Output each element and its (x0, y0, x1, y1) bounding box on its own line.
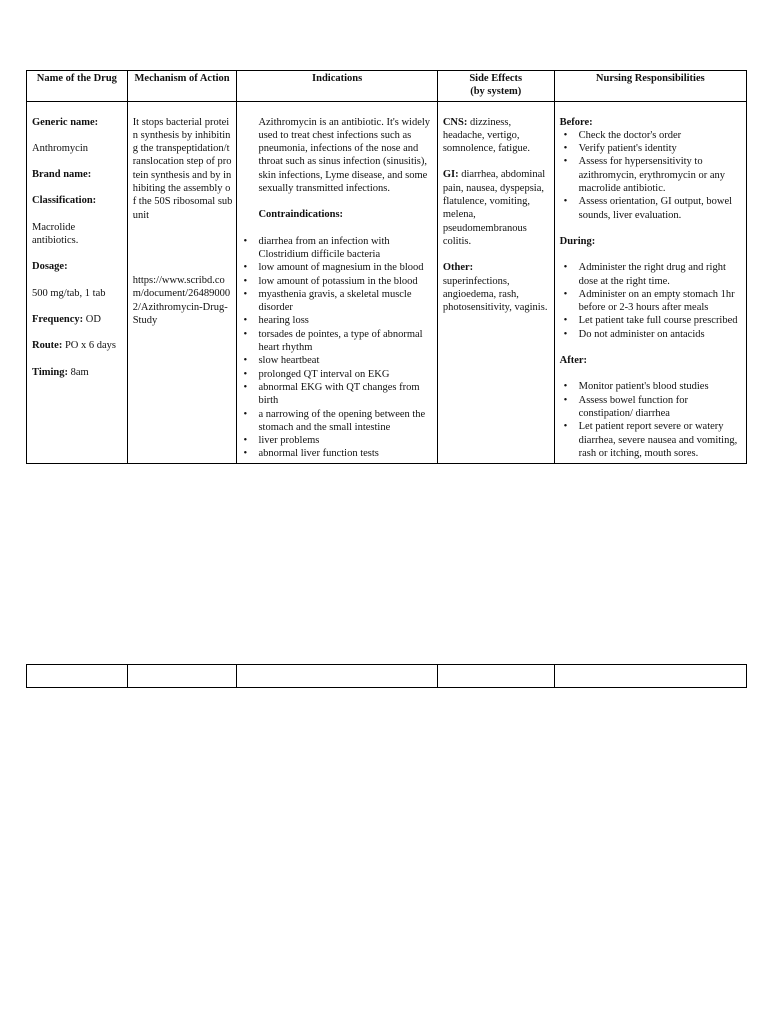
drug-row (27, 101, 747, 463)
list-item: • Let patient take full course prescribed (560, 314, 742, 327)
contraindications-label: Contraindications: (258, 209, 344, 221)
header-drug-name: Name of the Drug (27, 71, 128, 102)
list-item: • Assess orientation, GI output, bowel sounds, liver evaluation. (560, 195, 742, 222)
empty-cell (237, 665, 437, 688)
brand-name-label: Brand name: (32, 169, 92, 181)
list-item: • abnormal EKG with QT changes from birth (239, 381, 430, 408)
drug-study-table (26, 70, 747, 464)
classification-label: Classification: (32, 195, 97, 207)
header-side-effects-title: Side Effects (469, 73, 523, 84)
header-mechanism: Mechanism of Action (127, 71, 237, 102)
list-item: • Verify patient's identity (560, 142, 742, 155)
mechanism-cell (127, 101, 237, 463)
list-item: • Monitor patient's blood studies (560, 380, 742, 393)
dosage-label: Dosage: (32, 261, 68, 273)
header-row (27, 71, 747, 102)
route-value: PO x 6 days (64, 340, 116, 352)
empty-cell (27, 665, 128, 688)
timing-value: 8am (70, 366, 89, 378)
list-item: • Do not administer on antacids (560, 328, 742, 341)
timing-label: Timing: (32, 366, 68, 378)
list-item: • Assess bowel function for constipation/ diarrhea (560, 394, 742, 421)
during-list (560, 261, 742, 341)
list-item: • Check the doctor's order (560, 129, 742, 142)
cns-label: CNS: (442, 116, 468, 128)
list-item: • myasthenia gravis, a skeletal muscle disorder (239, 288, 430, 315)
frequency-value: OD (85, 313, 101, 325)
header-side-effects (437, 71, 554, 102)
classification-value: Macrolide antibiotics. (32, 221, 79, 247)
list-item: • low amount of magnesium in the blood (239, 261, 430, 274)
gi-block (443, 168, 550, 248)
dosage-value: 500 mg/tab, 1 tab (32, 287, 106, 299)
table-row (27, 665, 747, 688)
generic-name-value: Anthromycin (32, 142, 88, 154)
route-label: Route: (32, 340, 63, 352)
list-item: • Let patient report severe or watery diarrhea, severe nausea and vomiting, rash or itching, mouth sores. (560, 420, 742, 460)
list-item: • slow heartbeat (239, 354, 430, 367)
drug-name-cell (27, 101, 128, 463)
empty-cell (127, 665, 237, 688)
list-item: • Administer on an empty stomach 1hr before or 2-3 hours after meals (560, 288, 742, 315)
route-line (32, 339, 123, 352)
source-link[interactable]: https://www.scribd.com/document/264890002/Azithromycin-Drug-Study (132, 274, 231, 326)
cns-block (443, 116, 550, 156)
mechanism-text: It stops bacterial protein synthesis by inhibiting the transpeptidation/translocation step of protein synthesis and by inhibiting the assembly of the 50S ribosomal subunit (132, 116, 233, 221)
list-item: • abnormal liver function tests (239, 447, 430, 460)
contraindications-list (239, 235, 430, 461)
list-item: • hearing loss (239, 314, 430, 327)
list-item: • diarrhea from an infection with Clostridium difficile bacteria (239, 235, 430, 262)
header-indications: Indications (237, 71, 437, 102)
frequency-label: Frequency: (32, 313, 84, 325)
list-item: • Assess for hypersensitivity to azithromycin, erythromycin or any macrolide antibiotic. (560, 155, 742, 195)
other-text: superinfections, angioedema, rash, photosensitivity, vaginis. (442, 275, 548, 314)
indications-cell (237, 101, 437, 463)
before-label: Before: (559, 116, 593, 128)
other-label: Other: (442, 262, 474, 274)
frequency-line (32, 313, 123, 326)
indications-text: Azithromycin is an antibiotic. It's widely used to treat chest infections such as pneumonia, infections of the nose and throat such as sinus infection (sinusitis), skin infections, Lyme disease, and some sexually transmitted infections. (258, 116, 431, 195)
list-item: • prolonged QT interval on EKG (239, 368, 430, 381)
gi-text: diarrhea, abdominal pain, nausea, dyspepsia, flatulence, vomiting, melena, pseudomembranous colitis. (442, 169, 546, 247)
list-item: • Administer the right drug and right dose at the right time. (560, 261, 742, 288)
nursing-cell (554, 101, 746, 463)
side-effects-cell (437, 101, 554, 463)
during-label: During: (559, 235, 596, 247)
list-item: • torsades de pointes, a type of abnormal heart rhythm (239, 328, 430, 355)
before-list (560, 129, 742, 222)
empty-cell (437, 665, 554, 688)
header-side-effects-sub: (by system) (470, 86, 522, 98)
header-nursing: Nursing Responsibilities (554, 71, 746, 102)
cns-text: dizziness, headache, vertigo, somnolence, fatigue. (442, 116, 531, 155)
gi-label: GI: (442, 169, 459, 181)
timing-line (32, 366, 123, 379)
list-item: • a narrowing of the opening between the stomach and the small intestine (239, 408, 430, 435)
after-list (560, 380, 742, 460)
other-block (443, 261, 550, 314)
after-label: After: (559, 355, 588, 367)
generic-name-label: Generic name: (32, 116, 99, 128)
empty-cell (554, 665, 746, 688)
list-item: • low amount of potassium in the blood (239, 275, 430, 288)
empty-table-row (26, 664, 747, 688)
list-item: • liver problems (239, 434, 430, 447)
